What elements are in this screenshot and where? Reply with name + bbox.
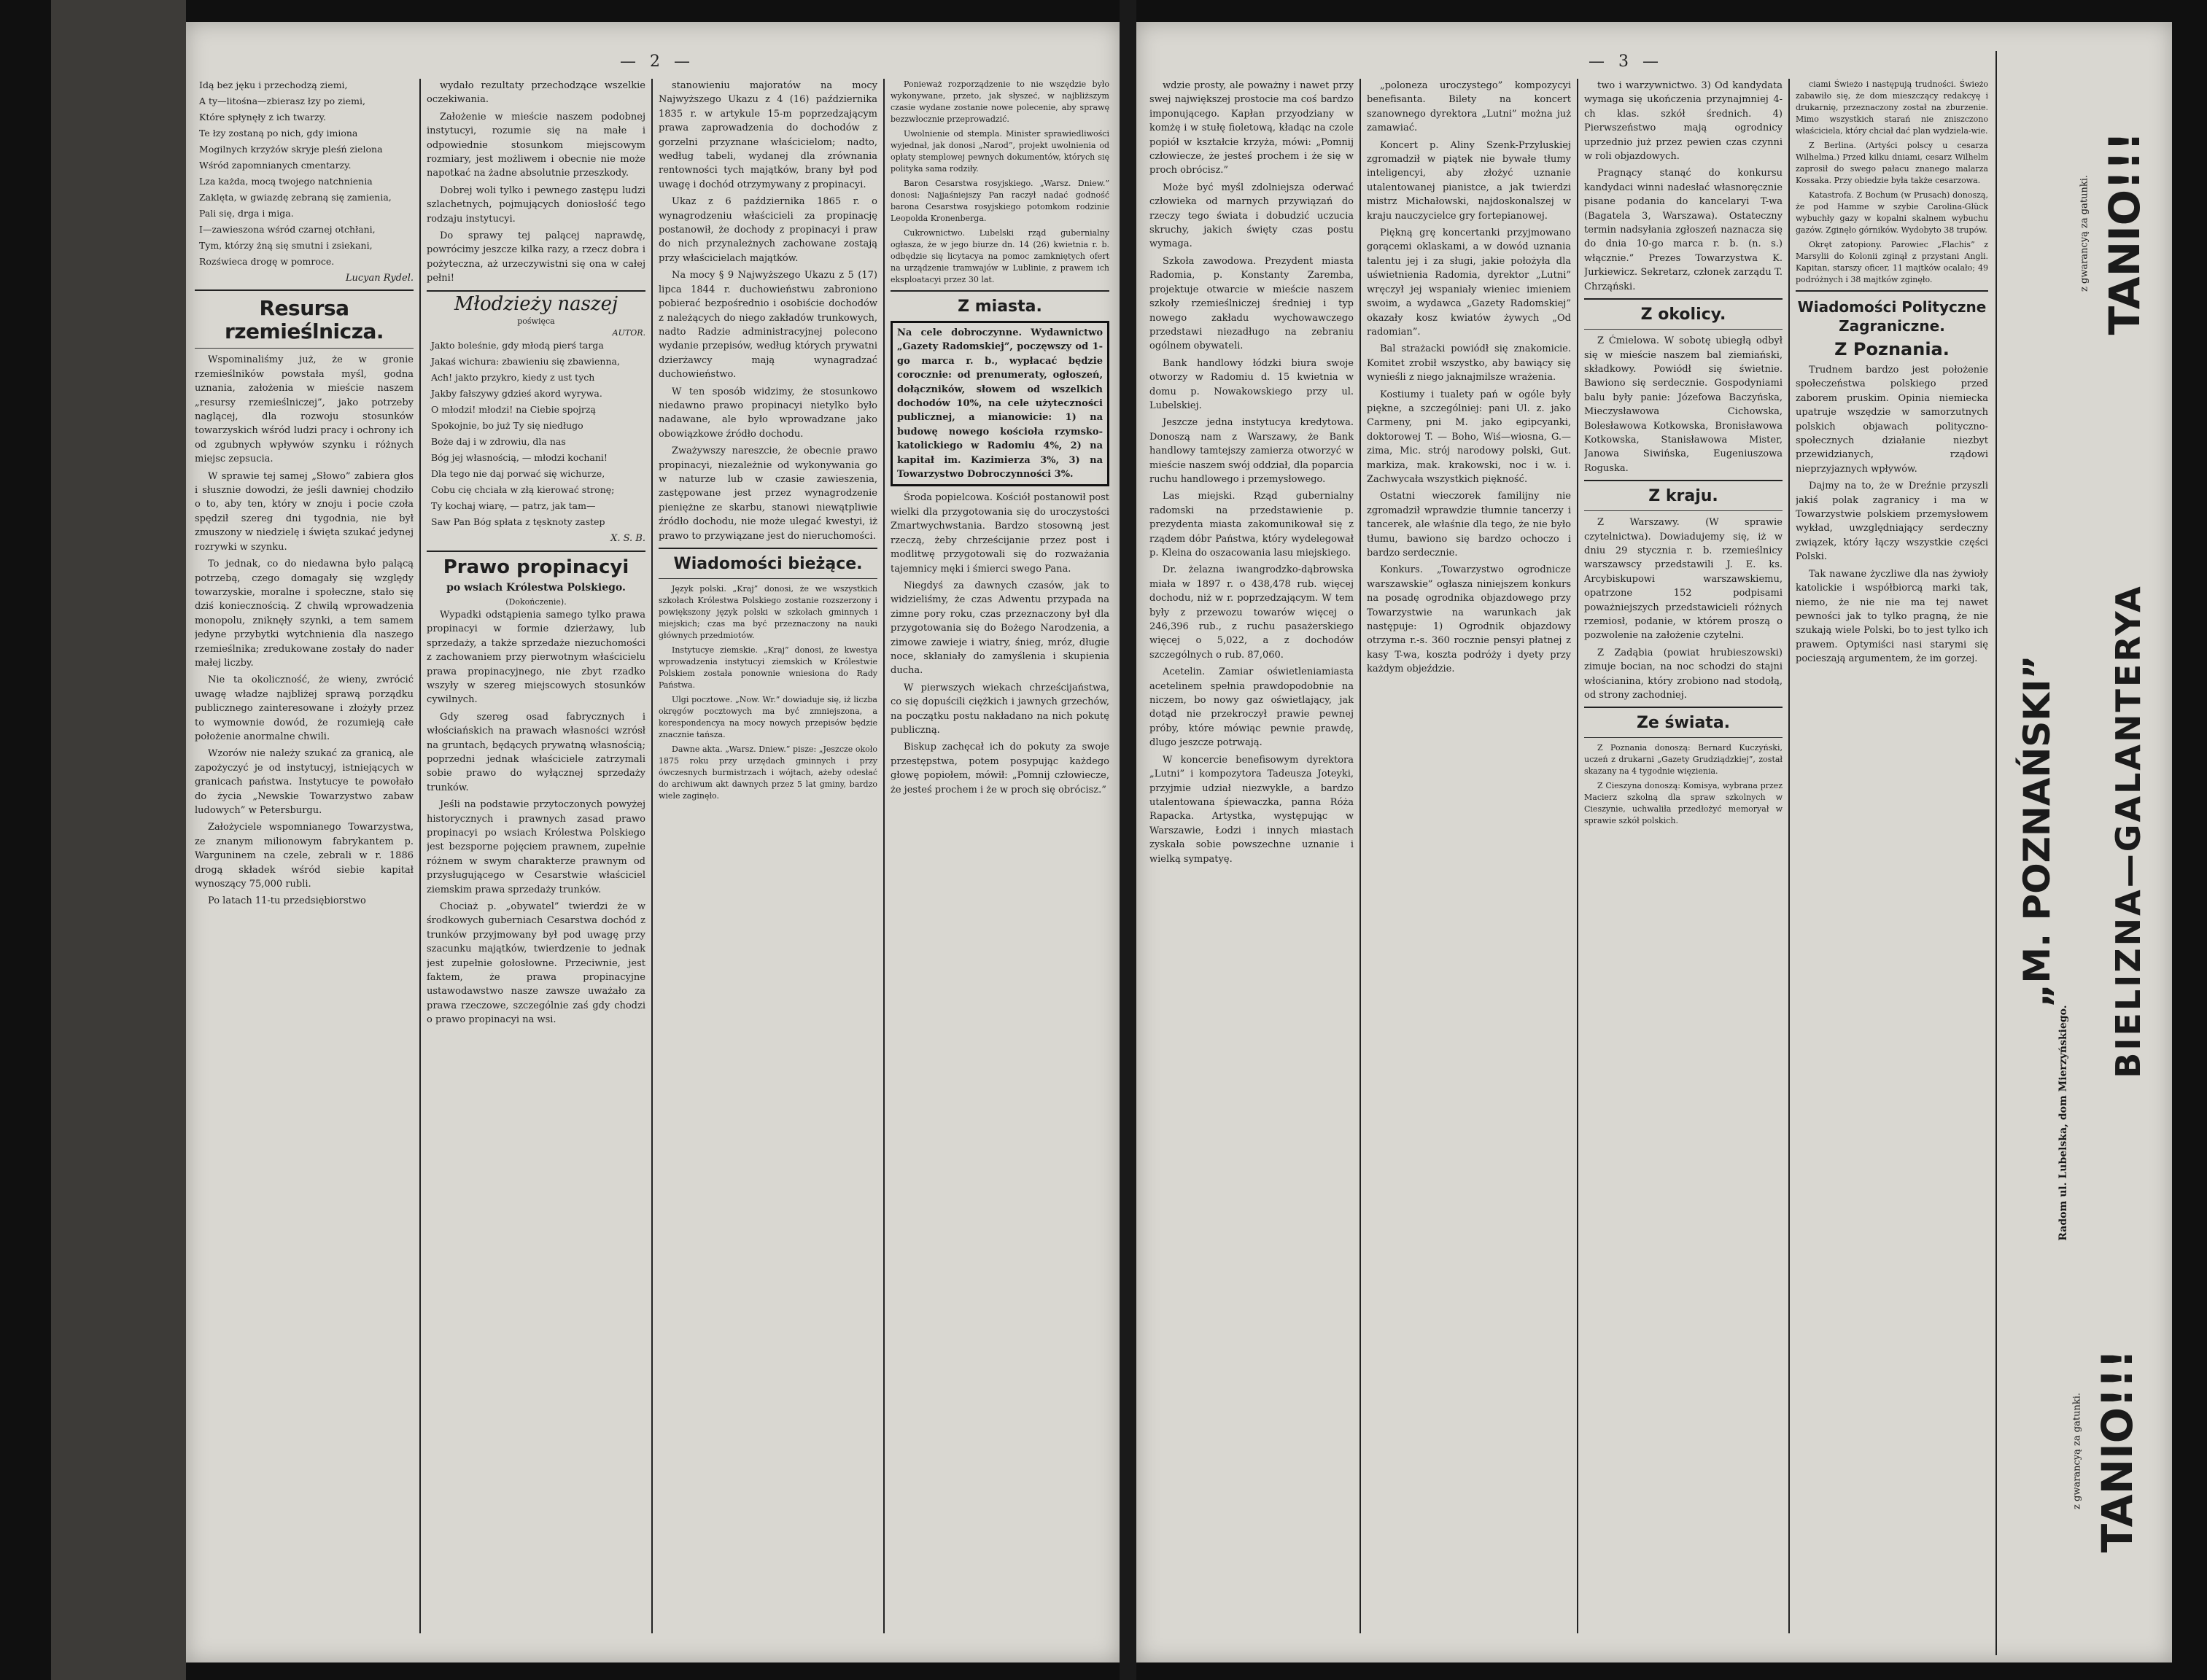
column-rule [883,79,885,1633]
ad-bottom-block [2070,1247,2165,1655]
poem-line: Bóg jej własnością, — młodzi kochani! [431,452,608,464]
news-item: Z Cieszyna donoszą: Komisya, wybrana przez Macierz szkolną dla spraw szkolnych w Cieszynie, uchwaliła przedłożyć memoryał w sprawie szkół polskich. [1584,781,1783,826]
section-heading: Wiadomości Polityczne Zagraniczne. [1797,298,1987,335]
article-paragraph: Dajmy na to, że w Dreźnie przyszli jakiś polak zagranicy i ma w Towarzystwie polskiem przemysłowem wykład, uwzględniający serdeczny związek, który łączy wszystkie części Polski. [1796,481,1988,563]
column-rule [1577,79,1578,1633]
ad-address: Radom ul. Lubelska, dom Mierzyńskiego. [2057,1005,2069,1241]
poem-line: Te łzy zostaną po nich, gdy imiona [199,128,358,139]
article-paragraph: Środa popielcowa. Kościół postanowił post wielki dla przygotowania się do uroczystości Zmartwychwstania. Bardzo stosowną jest rzeczą, żeby chrześcijanie przez post i modlitwę przygotowali się do rozważania tajemnicy męki i śmierci swego Pana. [891,492,1109,575]
poem [195,79,414,285]
poem-line: Idą bez jęku i przechodzą ziemi, [199,79,348,90]
article-paragraph: W ten sposób widzimy, że stosunkowo niedawno prawo propinacyi nietylko było nadawane, ale było wprowadzane jako obowiązkowe źródło dochodu. [659,386,877,440]
page-number: — 2 — [620,52,694,71]
poem-line: Zaklęta, w gwiazdę zebraną się zamienia, [199,192,392,203]
ad-goods-title: BIELIZNA—GALANTERYA [2109,584,2148,1078]
poem-line: Jakby fałszywy gdzieś akord wyrywa. [431,388,602,400]
vertical-advertisement [1995,51,2166,1655]
column-1 [1149,79,1354,1633]
article-paragraph: wydało rezultaty przechodzące wszelkie oczekiwania. [427,80,645,106]
poem-line: Jakaś wichura: zbawieniu się zbawienna, [431,356,620,368]
column-3 [1584,79,1783,1633]
ad-guarantee-note: z gwarancyą za gatunki. [2071,1393,2083,1509]
section-heading: Wiadomości bieżące. [673,555,863,573]
poem-signature: Lucyan Rydel. [345,273,414,284]
section-subheading: Z Poznania. [1834,339,1950,359]
article-paragraph: „poloneza uroczystego” kompozycyi benefisanta. Bilety na koncert szanownego dyrektora „Lutni” można już zamawiać. [1367,80,1571,134]
section-heading: Z kraju. [1648,487,1718,506]
article-paragraph: Kostiumy i tualety pań w ogóle były piękne, a szczególniej: pani Ul. z. jako Carmeny, pni M. jako egipcyanki, doktorowej T. — Boho, Wiś—wiosna, G.—zima, Mic. strój narodowy polski, Gut. markiza, mak. krakowski, noc i w. i. Zachwycała wszystkich piękność. [1367,389,1571,485]
article-paragraph: Pragnący stanąć do konkursu kandydaci winni nadesłać własnoręcznie pisane podania do kancelaryi T-wa (Bagatela 3, Warszawa). Ostateczny termin nadsyłania zgłoszeń naznacza się do dnia 10-go marca r. b. (n. s.) włącznie.” Prezes Towarzystwa K. Jurkiewicz. Sekretarz, członek zarządu T. Chrząński. [1584,168,1783,292]
article-paragraph: Szkoła zawodowa. Prezydent miasta Radomia, p. Konstanty Zaremba, projektuje otwarcie w mieście naszem szkoły rzemieślniczej średniej i typ nowego zakładu wychowawczego przedstawi niezadługo na zebraniu ogólnem obywateli. [1149,255,1354,352]
article-paragraph: Bank handlowy łódzki biura swoje otworzy w Radomiu d. 15 kwietnia w domu p. Nowakowskiego przy ul. Lubelskiej. [1149,357,1354,411]
news-item: Cukrownictwo. Lubelski rząd gubernialny ogłasza, że w jego biurze dn. 14 (26) kwietnia r. b. odbędzie się licytacya na pomoc zamkniętych ofert na urządzenie tramwajów w Lublinie, z prawem ich eksploatacyi przez 30 lat. [891,228,1109,284]
article-paragraph: Trudnem bardzo jest położenie społeczeństwa polskiego przed zaborem pruskim. Opinia niemiecka upatruje wszędzie w samorzutnych polskich objawach polityczno-społecznych działanie niezbyt przewidzianych, rządowi nieprzyjaznych wpływów. [1796,365,1988,475]
ad-cheap-slogan: TANIO!!! [2100,131,2149,335]
article-paragraph: W koncercie benefisowym dyrektora „Lutni” i kompozytora Tadeusza Joteyki, przyjmie udział niezwykle, a bardzo utalentowana śpiewaczka, panna Róża Rapacka. Artystka, występując w Warszawie, Łodzi i innych miastach zyskała sobie powszechne uznanie i wielką sympatyę. [1149,754,1354,865]
article-paragraph: Las miejski. Rząd gubernialny radomski na przedstawienie p. prezydenta miasta zakomunikował się z rządem dóbr Państwa, który wydelegował p. Kleina do oszacowania lasu miejskiego. [1149,491,1354,559]
right-page [1136,22,2172,1662]
article-paragraph: Założenie w mieście naszem podobnej instytucyi, rozumie się na małe i odpowiednie stosunkom miejscowym rozmiary, jest możliwem i obecnie nie może napotkać na żadne absolutnie przeszkody. [427,111,645,179]
article-paragraph: Wypadki odstąpienia samego tylko prawa propinacyi w formie dzierżawy, lub sprzedaży, a także sprzedaże niezuchomości z zachowaniem przy pierwotnym właścicielu prawa propinacyjnego, nie zbyt rzadko wszyły w szereg miejscowych stosunków cywilnych. [427,609,645,706]
news-item: Dawne akta. „Warsz. Dniew.” pisze: „Jeszcze około 1875 roku przy urzędach gminnych i przy ówczesnych burmistrzach i wójtach, ażeby odesłać do archiwum akt dawnych przez 5 lat gminy, bardzo wiele zaginęło. [659,744,877,801]
column-4 [891,79,1109,1633]
poem-signature: X. S. B. [610,533,645,545]
article-paragraph: W pierwszych wiekach chrześcijaństwa, co się dopuścili ciężkich i jawnych grzechów, na początku postu nakładano na nich pokutę publiczną. [891,682,1109,736]
left-page [186,22,1120,1662]
article-paragraph: Koncert p. Aliny Szenk-Przyluskiej zgromadził w piątek nie bywałe tłumy inteligencyi, aby złożyć uznanie utalentowanej pianistce, a jak twierdzi mistrz Michałowski, najdoskonalszej w kraju nauczycielce gry fortepianowej. [1367,139,1571,222]
article-paragraph: Ostatni wieczorek familijny nie zgromadził wprawdzie tłumnie tancerzy i tancerek, ale właśnie dla tego, że nie było tłumu, bawiono się bardzo ochoczo i bardzo serdecznie. [1367,491,1571,559]
article-paragraph: Z Zadąbia (powiat hrubieszowski) zimuje bocian, na noc schodzi do stajni włościanina, który zrobiono nad stodołą, od strony zachodniej. [1584,647,1783,701]
article-paragraph: W sprawie tej samej „Słowo” zabiera głos i słusznie dowodzi, że jeśli dawniej chodziło o to, aby ten, który w znoju i pocie czoła spędził szereg dni tygodnia, nie był zmuszony w niedzielę i święta szukać jedynej rozrywki w szynku. [195,470,414,553]
poem-line: I—zawieszona wśród czarnej otchłani, [199,224,376,235]
poem-line: Saw Pan Bóg spłata z tęsknoty zastep [431,516,605,528]
news-item: ciami Świeżo i następują trudności. Świeżo zabawiło się, że dom mieszczący redakcyę i drukarnię, przeznaczony został na zburzenie. Mimo wszystkich starań nie zniszczono właściciela, który chciał dać plan wydziela-wie. [1796,79,1988,136]
ad-cheap-slogan: TANIO!!! [2092,1349,2142,1553]
article-paragraph: Do sprawy tej palącej naprawdę, powrócimy jeszcze kilka razy, a rzecz dobra i pożyteczna, aż urzeczywistni się ona w całej pełni! [427,230,645,284]
article-paragraph: Może być myśl zdolniejsza oderwać człowieka od marnych przywiązań do rzeczy tego świata i dobudzić uczucia skruchy, jakich święty czas postu wymaga. [1149,182,1354,250]
article-paragraph: Bal strażacki powiódł się znakomicie. Komitet zrobił wszystko, aby bawiący się wynieśli z niego jaknajmilsze wrażenia. [1367,343,1571,384]
news-item: Okręt zatopiony. Parowiec „Flachis” z Marsylii do Kolonii zginął z przystani Angli. Kapitan, starszy oficer, 11 majtków ocalało; 49 podróżnych i 38 majtków zginęło. [1796,240,1988,284]
poem-line: Wśród zapomnianych cmentarzy. [199,160,352,171]
section-heading: Z okolicy. [1640,306,1726,324]
article-paragraph: Z Warszawy. (W sprawie czytelnictwa). Dowiadujemy się, iż w dniu 29 stycznia r. b. rzemieślnicy warszawscy przedstawili J. E. ks. Arcybiskupowi warszawskiemu, opatrzone 152 podpisami poważniejszych przedstawicieli różnych rzemiosł, podanie, w którem proszą o pozwolenie na założenie czytelni. [1584,517,1783,642]
article-paragraph: Dobrej woli tylko i pewnego zastępu ludzi szlachetnych, pojmujących doniosłość tego rodzaju instytucyi. [427,184,645,225]
ad-top-block [2079,51,2165,416]
article-note: (Dokończenie). [505,596,567,607]
column-4 [1796,79,1988,1633]
article-paragraph: To jednak, co do niedawna było palącą potrzebą, czego domagały się względy towarzyskie, moralne i społeczne, stało się dziś koniecznością. Z chwilą wprowadzenia monopolu, zniknęły szynki, a tem samem jedyne przybytki wytchnienia dla naszego rzemieślnika; zredukowane zostały do nader małej liczby. [195,559,414,669]
poem-line: Boże daj i w zdrowiu, dla nas [431,436,566,448]
section-heading: Ze świata. [1636,714,1731,733]
column-1 [195,79,414,1633]
boxed-announcement: Na cele dobroczynne. Wydawnictwo „Gazety Radomskiej”, poczęwszy od 1-go marca r. b., wypłacać będzie corocznie: od prenumeraty, ogłoszeń, dołączników, słowem od wszelkich dochodów 10%, na cele użyteczności publicznej, a mianowicie: 1) na budowę nowego kościoła rzymsko-katolickiego w Radomiu 4%, 2) na kapitał im. Kazimierza 3%, 3) na Towarzystwo Dobroczynności 3%. [891,321,1109,486]
news-item: Instytucye ziemskie. „Kraj” donosi, że kwestya wprowadzenia instytucyi ziemskich w Królestwie Polskiem została ponownie wniesiona do Rady Państwa. [659,645,877,690]
column-rule [651,79,653,1633]
article-paragraph: Niegdyś za dawnych czasów, jak to widzieliśmy, że czas Adwentu przypada na zimne pory roku, czas przeznaczony był dla przygotowania się do Bożego Narodzenia, a zimowe zawieje i wiatry, śnieg, mróz, długie noce, skłaniały do zamyślenia i skupienia ducha. [891,580,1109,677]
article-paragraph: wdzie prosty, ale poważny i nawet przy swej największej prostocie ma coś bardzo imponującego. Kapłan przyodziany w komżę i w stułę fioletową, kładąc na czole popiół w kształcie krzyża, mówi: „Pomnij człowiecze, że jesteś prochem i że się w proch obrócisz.” [1149,80,1354,176]
page-number: — 3 — [1589,52,1663,71]
ad-goods-block [2088,430,2168,1232]
column-2 [1367,79,1571,1633]
poem-line: Lza każda, mocą twojego natchnienia [199,176,373,187]
article-paragraph: Gdy szereg osad fabrycznych i włościańskich na prawach własności wzrósł na gruntach, będących prywatną własnością; poprzedni jednak właściciele zatrzymali sobie prawo do wyłącznej sprzedaży trunków. [427,711,645,793]
poem-line: Ty kochaj wiarę, — patrz, jak tam— [431,500,596,512]
article-paragraph: Konkurs. „Towarzystwo ogrodnicze warszawskie” ogłasza niniejszem konkurs na posadę ogrodnika objazdowego przy Towarzystwie na warunkach jak następuje: 1) Ogrodnik objazdowy otrzyma r.-s. 360 rocznie pensyi płatnej z kasy T-wa, koszta podróży i dyety przy każdym objeździe. [1367,564,1571,675]
article-paragraph: Zważywszy nareszcie, że obecnie prawo propinacyi, niezależnie od wykonywania go w naturze lub w czasie zawieszenia, zastępowane jest przez wynagrodzenie pieniężne ze skarbu, stanowi niewątpliwie źródło dochodu, nie może ulegać kwestyi, iż prawo to przywiązane jest do nieruchomości. [659,446,877,542]
ad-merchant-name: „M. POZNAŃSKI” [2016,655,2058,1008]
article-paragraph: two i warzywnictwo. 3) Od kandydata wymaga się ukończenia przynajmniej 4-ch klas. szkół średnich. 4) Pierwszeństwo mają ogrodnicy uprzednio już przez pewien czas czynni w roli objazdowych. [1584,80,1783,163]
column-2 [427,79,645,1633]
poem-line: Jakto boleśnie, gdy młodą pierś targa [431,340,604,351]
poem-line: A ty—litośna—zbierasz łzy po ziemi, [199,96,365,106]
news-item: Z Berlina. (Artyści polscy u cesarza Wilhelma.) Przed kilku dniami, cesarz Wilhelm zaprosił do swego pałacu znanego malarza Kossaka. Przy obiedzie była także cesarzowa. [1796,141,1988,185]
article-paragraph: Tak nawane życzliwe dla nas żywioły katolickie i współbiorcą marki tak, niemo, że nie nie ma tej nawet pewności jak to tylko pragną, że nie szukają wiele Polski, bo to jest tylko ich prawem. Optymiści nasi starymi się pocieszają argumentem, że im gorzej. [1796,568,1988,665]
article-paragraph: Wzorów nie należy szukać za granicą, ale zapożyczyć je od instytucyj, istniejących w granicach państwa. Instytucye te powołało do życia „Newskie Towarzystwo zabaw ludowych” w Petersburgu. [195,748,414,816]
article-paragraph: Jeśli na podstawie przytoczonych powyżej historycznych i prawnych zasad prawo propinacyi po wsiach Królestwa Polskiego jest bezsporne pojęciem prawnem, zupełnie różnem w swym charakterze prawnym od przysługującego w Cesarstwie właściciel ziemskim prawa sprzedaży trunków. [427,799,645,895]
left-page-edge [51,0,186,1680]
news-item: Ponieważ rozporządzenie to nie wszędzie było wykonywane, przeto, jak słyszeć, w najbliższym czasie wydane zostanie nowe polecenie, aby sprawę bezzwłocznie przeprowadzić. [891,79,1109,124]
ad-guarantee-note: z gwarancyą za gatunki. [2079,175,2090,292]
poem-line: Ach! jakto przykro, kiedy z ust tych [431,372,595,384]
article-paragraph: Na mocy § 9 Najwyższego Ukazu z 5 (17) lipca 1844 r. duchowieństwu zabroniono pobierać bezpośrednio i osobiście dochodów z należących do niego zakładów trunkowych, nadto Radzie administracyjnej polecono wydanie przepisów, według których prywatni dzierżawcy mają wynagradzać duchowieństwo. [659,270,877,381]
poem-line: Spokojnie, bo już Ty się niedługo [431,420,583,432]
poem-line: Dla tego nie daj porwać się wichurze, [431,468,605,480]
article-heading: Prawo propinacyi [443,556,629,578]
poem-heading: Młodzieży naszej [454,292,618,315]
article-paragraph: stanowieniu majoratów na mocy Najwyższego Ukazu z 4 (16) października 1835 r. w artykule 15-m poprzedzającym prawa zaprowadzenia do dochodów z gorzelni przyznane właścicielom; nadto, według tabeli, wydanej dla zrównania rentowności tych majątków, brany był pod uwagę i dochód otrzymywany z propinacyi. [659,80,877,190]
column-rule [419,79,421,1633]
news-item: Baron Cesarstwa rosyjskiego. „Warsz. Dniew.” donosi: Najjaśniejszy Pan raczył nadać godność barona Cesarstwa rosyjskiego potomkom rodzinie Leopolda Kronenberga. [891,179,1109,223]
article-paragraph: Po latach 11-tu przedsiębiorstwo [208,895,366,907]
article-paragraph: Założyciele wspomnianego Towarzystwa, ze znanym milionowym fabrykantem p. Warguninem na czele, zebrali w r. 1886 drogą składek wśród siebie kapitał wynoszący 75,000 rubli. [195,822,414,890]
article-paragraph: Biskup zachęcał ich do pokuty za swoje przestępstwa, potem posypując każdego głowę popiołem, mówił: „Pomnij człowiecze, że jesteś prochem i że w proch się obrócisz.” [891,742,1109,796]
news-item: Język polski. „Kraj” donosi, że we wszystkich szkołach Królestwa Polskiego zostanie rozszerzony i powiększony język polski w szkołach gminnych i miejskich; czas ma być przeznaczony na nauki głównych przedmiotów. [659,584,877,640]
poem-author: AUTOR. [612,328,645,338]
article-heading: Resursa rzemieślnicza. [224,296,384,344]
poem-line: Mogilnych krzyżów skryje pleśń zielona [199,144,383,155]
article-paragraph: Dr. żelazna iwangrodzko-dąbrowska miała w 1897 r. o 438,478 rub. więcej dochodu, niż w r. poprzedzającym. W tem były z przewozu towarów więcej o 246,396 rub., z ruchu pasażerskiego więcej o 5,022, a z dochodów szczególnych o rub. 87,060. [1149,564,1354,661]
news-item: Uwolnienie od stempla. Minister sprawiedliwości wyjednał, jak donosi „Narod”, projekt uwolnienia od opłaty stemplowej pewnych dokumentów, których się polityka sama rodziły. [891,129,1109,174]
poem-line: Które spłynęły z ich twarzy. [199,112,326,122]
poem-line: Tym, którzy żną się smutni i zsiekani, [199,240,373,251]
poem-line: Rozświeca drogę w pomroce. [199,256,335,267]
poem-line: O młodzi! młodzi! na Ciebie spojrzą [431,404,596,416]
article-paragraph: Z Ćmielowa. W sobotę ubiegłą odbył się w mieście naszem bal ziemiański, składkowy. Powiódł się świetnie. Bawiono się serdecznie. Gospodyniami balu były panie: Józefowa Baczyńska, Mieczysławowa Cichowska, Bolesławowa Kotkowska, Bronisławowa Kotkowska, Stanisławowa Mister, Janowa Siwińska, Eugeniuszowa Roguska. [1584,335,1783,474]
poem-line: Cobu cię chciała w złą kierować stronę; [431,484,615,496]
poem-dedication: poświęca [517,316,555,327]
news-item: Katastrofa. Z Bochum (w Prusach) donoszą, że pod Hamme w szybie Carolina-Glück wybuchły gazy w kopalni skalnem wybuchu gazów. Zginęło górników. Wydobyto 38 trupów. [1796,190,1988,235]
article-subheading: po wsiach Królestwa Polskiego. [446,581,626,594]
article-paragraph: Acetelin. Zamiar oświetleniamiasta acetelinem spełnia prawdopodobnie na niczem, bo nowy gaz oświetlający, jak dotąd nie przekroczył prawie pewnej próby, które mówiąc pewnie prawdę, dlugo jeszcze potrwają. [1149,666,1354,749]
section-heading: Z miasta. [958,298,1042,316]
article-paragraph: Jeszcze jedna instytucya kredytowa. Donoszą nam z Warszawy, że Bank handlowy tamtejszy zamierza otworzyć w mieście naszem swój oddział, dla poparcia ruchu handlowego i przemysłowego. [1149,417,1354,485]
article-paragraph: Nie ta okoliczność, że wieny, zwrócić uwagę władze najbliżej sprawą porządku publicznego zainteresowane i złożyły przez to wymownie dowód, że rozumieją całe położenie anormalne chwili. [195,674,414,742]
column-rule [1360,79,1361,1633]
news-item: Z Poznania donoszą: Bernard Kuczyński, uczeń z drukarni „Gazety Grudziądzkiej”, został skazany na 4 tygodnie więzienia. [1584,743,1783,777]
news-item: Ulgi pocztowe. „Now. Wr.” dowiaduje się, iż liczba okręgów pocztowych ma być zmniejszona, a korespondencya na mocy nowych przepisów będzie znacznie tańsza. [659,695,877,739]
column-rule [1788,79,1790,1633]
article-paragraph: Ukaz z 6 października 1865 r. o wynagrodzeniu właścicieli za propinację postanowił, że dochody z propinacyi i praw do nich przynależnych zachowane zostają przy właścicielach majątków. [659,196,877,264]
poem-line: Pali się, drga i miga. [199,208,294,219]
article-paragraph: Wspominaliśmy już, że w gronie rzemieślników powstała myśl, godna uznania, założenia w mieście naszem „resursy rzemieślniczej”, jako potrzeby naglącej, dla rozwoju stosunków towarzyskich wśród ludzi pracy i ochrony ich od zgubnych wpływów szynku i różnych miejsc zepsucia. [195,354,414,465]
page-gutter [1120,0,1136,1680]
column-3 [659,79,877,1633]
article-paragraph: Chociaż p. „obywatel” twierdzi że w środkowych guberniach Cesarstwa dochód z trunków przyjmowany był pod uwagę przy szacunku majątków, twierdzenie to jednak jest zupełnie gołosłowne. Przeciwnie, jest faktem, że prawa propinacyjne ustawodawstwo nasze zawsze uważało za prawa rzeczowe, szczególnie zaś gdy chodzi o prawo propinacyi na wsi. [427,901,645,1026]
article-paragraph: Piękną grę koncertanki przyjmowano gorącemi oklaskami, a w dowód uznania talentu jej i za sługi, jakie położyła dla uświetnienia Radomia, dyrektor „Lutni” wręczył jej wspaniały wieniec imieniem swoim, a wydawca „Gazety Radomskiej” okazały kosz kwiatów żywych „Od radomian”. [1367,228,1571,338]
